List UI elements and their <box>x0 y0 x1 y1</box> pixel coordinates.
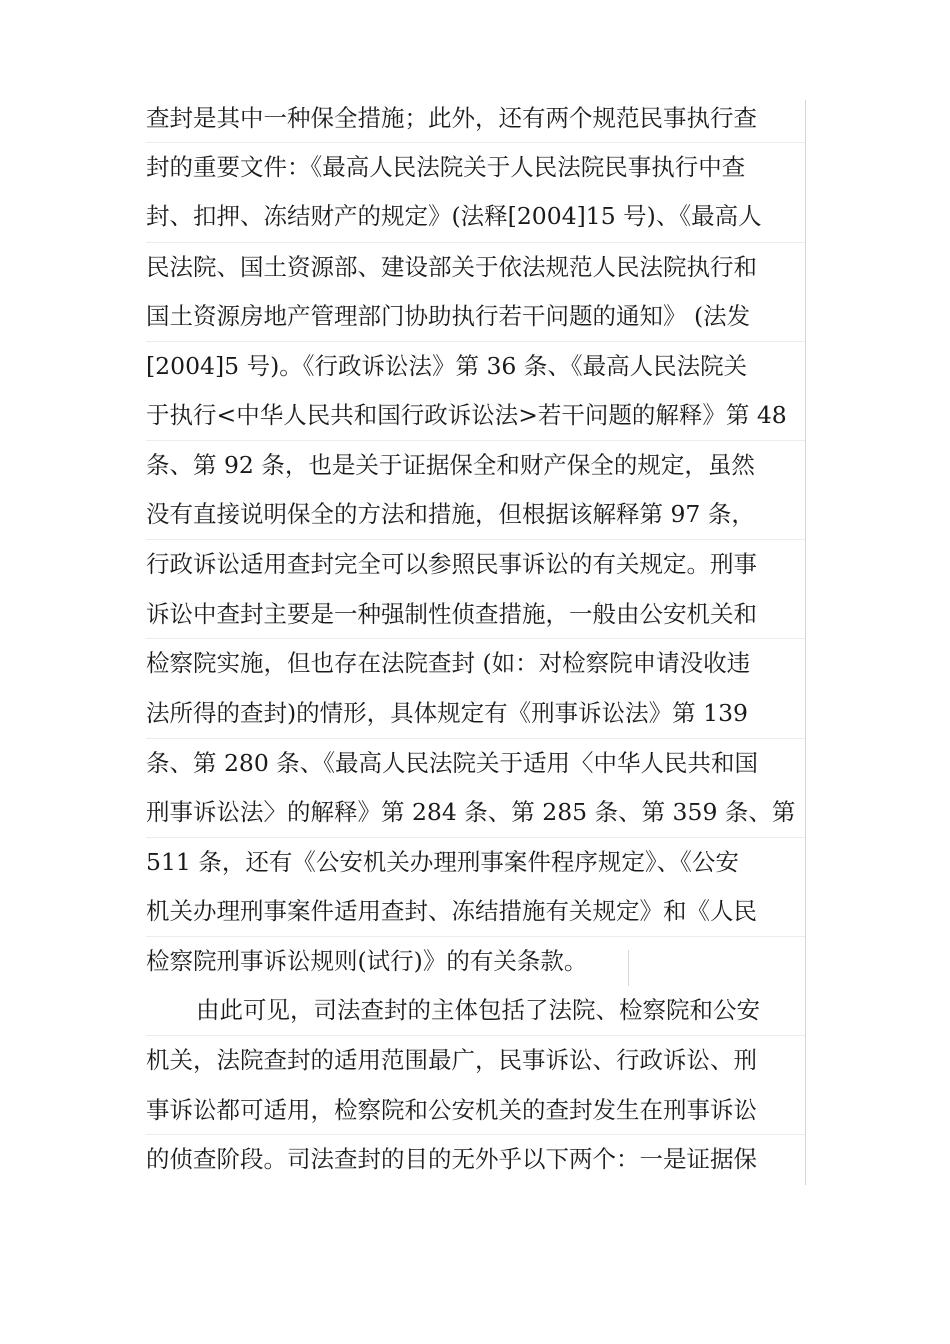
text-line: 行政诉讼适用查封完全可以参照民事诉讼的有关规定。刑事 <box>146 550 757 578</box>
text-line: 查封是其中一种保全措施；此外，还有两个规范民事执行查 <box>146 104 757 132</box>
grid-line <box>146 837 806 838</box>
grid-line <box>146 1134 806 1135</box>
grid-line <box>146 440 806 441</box>
text-line: 事诉讼都可适用，检察院和公安机关的查封发生在刑事诉讼 <box>146 1096 757 1124</box>
text-line: 刑事诉讼法〉的解释》第 284 条、第 285 条、第 359 条、第 <box>146 798 796 826</box>
grid-line <box>146 936 806 937</box>
grid-line <box>146 142 806 143</box>
text-line: 511 条，还有《公安机关办理刑事案件程序规定》、《公安 <box>146 848 739 876</box>
text-line: 于执行<中华人民共和国行政诉讼法>若干问题的解释》第 48 <box>146 401 787 429</box>
text-line: 的侦查阶段。司法查封的目的无外乎以下两个：一是证据保 <box>146 1145 757 1173</box>
text-line: 封、扣押、冻结财产的规定》(法释[2004]15 号)、《最高人 <box>146 202 762 230</box>
grid-line <box>146 242 806 243</box>
text-line: 封的重要文件：《最高人民法院关于人民法院民事执行中查 <box>146 153 746 181</box>
text-line: 诉讼中查封主要是一种强制性侦查措施，一般由公安机关和 <box>146 600 757 628</box>
text-line: 检察院刑事诉讼规则(试行)》的有关条款。 <box>146 947 588 975</box>
text-line: 国土资源房地产管理部门协助执行若干问题的通知》 (法发 <box>146 302 751 330</box>
right-border-line <box>805 1000 806 1185</box>
grid-line <box>146 638 806 639</box>
right-border-line <box>805 100 806 1000</box>
grid-line <box>146 1035 806 1036</box>
text-line: 民法院、国土资源部、建设部关于依法规范人民法院执行和 <box>146 253 757 281</box>
grid-line <box>146 738 806 739</box>
text-line: 由此可见，司法查封的主体包括了法院、检察院和公安 <box>196 996 760 1024</box>
text-line: 法所得的查封)的情形，具体规定有《刑事诉讼法》第 139 <box>146 699 748 727</box>
text-line: 机关办理刑事案件适用查封、冻结措施有关规定》和《人民 <box>146 897 757 925</box>
text-line: [2004]5 号)。《行政诉讼法》第 36 条、《最高人民法院关 <box>146 352 748 380</box>
grid-line <box>146 539 806 540</box>
grid-line <box>146 341 806 342</box>
text-line: 没有直接说明保全的方法和措施，但根据该解释第 97 条， <box>146 500 755 528</box>
text-line: 条、第 280 条、《最高人民法院关于适用〈中华人民共和国 <box>146 749 759 777</box>
cell-divider-line <box>628 950 629 986</box>
text-line: 检察院实施，但也存在法院查封 (如：对检察院申请没收违 <box>146 649 751 677</box>
text-line: 条、第 92 条，也是关于证据保全和财产保全的规定，虽然 <box>146 451 755 479</box>
text-line: 机关，法院查封的适用范围最广，民事诉讼、行政诉讼、刑 <box>146 1046 757 1074</box>
